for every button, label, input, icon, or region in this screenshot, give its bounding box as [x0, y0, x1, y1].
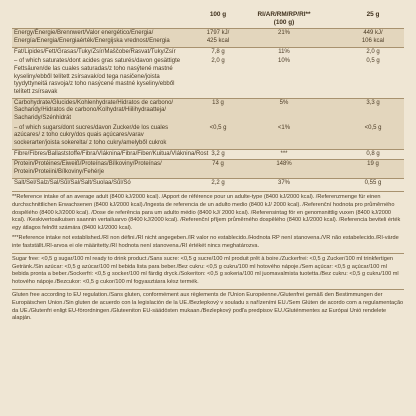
- row-label-sugars: – of which sugars/dont sucres/davon Zucker/de los cuales azúcares/ z toho cukry/dos quais açúcares/varav sockerarter/joista sokerelta/ z toho cukry/amelyből cukrok: [12, 124, 184, 150]
- table-row-sugars: [12, 124, 404, 150]
- table-row-protein: [12, 160, 404, 178]
- row-label-fat: Fat/Lipides/Fett/Grasas/Tuky/Zsír/Maščobe/Rasvat/Tuky/Zsír: [12, 47, 184, 57]
- header-reference-intake: [252, 10, 316, 29]
- footnote-not-established: ***Reference intake not established./RI non défini./RI nicht angegeben./IR valor no establecido./Hodnota RP není stanovena./VR não estabelecido./RI-värde inte fastställt./RI-arvoa ei ole määritetty./RI hodnota není stanovena./RI értékét nincs meghatározva.: [12, 235, 399, 249]
- row-label-salt: Salt/Sel/Salz/Sal/Sůl/Sal/Salt/Suolaa/Sůl/Só: [12, 178, 184, 188]
- energy-per-100g: [184, 29, 252, 47]
- sugars-ri: <1%: [252, 124, 316, 150]
- header-per-25g: 25 g: [366, 11, 380, 18]
- footnote-sugar-free: Sugar free: <0,5 g sugar/100 ml ready to drink product./Sans sucre: <0,5 g sucre/100 ml produit prêt à boire./Zuckerfrei: <0,5 g Zucker/100 ml trinkfertigen Getränk./Sin azúcar: <0,5 g azúcar/100 ml bebida lista para beber./Bez cukru: <0,5 g cukru/100 ml hotového nápoje./Sem açúcar: <0,5 g açúcar/100 ml bebida pronta a beber./Sockerfri: <0,5 g socker/100 ml färdig dryck./Sokeriton: <0,5 g sokeria/100 ml juomavalmista tuotetta./Bez cukru: <0,5 g cukru/100 ml hotového nápoje./Bezcukor: <0,5 g cukor/100 ml fogyasztásra kész termék.: [12, 253, 404, 286]
- footnote-gluten-free: Gluten free according to EU regulation./Sans gluten, conformément aux règlements de l'Union Européenne./Glutenfrei gemäß den Bestimmungen der Europäischen Union./Sin gluten de acuerdo con la legislación de la UE./Bezlepkový v souladu s nařízeními EU./Sem Glúten de acordo com a regulamentação da UE./Glutenfri enligt EU-förordningen./Gluteeniton EU-säädösten mukaan./Bezlepkový podľa predpisov EU./Gluténmentes az Európai Unió rendelete alapján.: [12, 289, 404, 322]
- protein-per-25g: 19 g: [342, 160, 404, 178]
- table-row-salt: [12, 178, 404, 188]
- fat-per-25g: 2,0 g: [342, 47, 404, 57]
- salt-ri: 37%: [252, 178, 316, 188]
- header-blank: [12, 10, 184, 29]
- saturates-ri: 10%: [277, 58, 290, 65]
- table-row-carbohydrate: [12, 98, 404, 124]
- fibre-ri: ***: [252, 149, 316, 160]
- row-label-fibre: Fibre/Fibres/Ballaststoffe/Fibra/Vláknina/Fibra/Fiber/Kuitua/Vláknina/Rost: [12, 149, 184, 160]
- sugars-per-100g: <0,5 g: [184, 124, 252, 150]
- salt-per-100g: 2,2 g: [184, 178, 252, 188]
- fibre-per-100g: 3,2 g: [184, 149, 252, 160]
- header-per-100g: 100 g: [209, 11, 227, 18]
- energy-kj-25g: 449 kJ/: [363, 30, 383, 37]
- carbohydrate-per-25g: 3,3 g: [342, 98, 404, 124]
- row-label-carbohydrate: Carbohydrate/Glucides/Kohlenhydrate/Hidratos de carbono/ Sacharidy/Hidratos de carbono/Kolhydrat/Hiilihydraatteja/ Sacharidy/Szénhidrát: [12, 98, 184, 124]
- footnotes: [12, 191, 404, 322]
- protein-per-100g: 74 g: [184, 160, 252, 178]
- header-gap: [316, 10, 342, 29]
- fat-per-100g: 7,8 g: [184, 47, 252, 57]
- energy-ri: 21%: [252, 29, 316, 47]
- table-row-fibre: [12, 149, 404, 160]
- row-label-protein: Protein/Protéines/Eiweiß/Proteínas/Bílkoviny/Proteínas/ Protein/Proteiini/Bílkoviny/Fehérje: [12, 160, 184, 178]
- row-label-energy: Energy/Énergie/Brennwert/Valor energético/Energia/ Energía/Energia/Energiaérték/Energijska vrednost/Energia: [12, 29, 184, 47]
- carbohydrate-ri: 5%: [252, 98, 316, 124]
- fibre-per-25g: 0,8 g: [342, 149, 404, 160]
- energy-kcal-100g: 425 kcal: [206, 38, 230, 45]
- energy-kcal-25g: 106 kcal: [361, 38, 385, 45]
- fat-ri: 11%: [252, 47, 316, 57]
- header-ri-label: RI/AR/RM/RP/RI**: [257, 11, 311, 18]
- header-ri-sub: (100 g): [273, 19, 295, 27]
- table-row-energy: [12, 29, 404, 47]
- energy-per-25g: [342, 29, 404, 47]
- carbohydrate-per-100g: 13 g: [184, 98, 252, 124]
- protein-ri: 148%: [252, 160, 316, 178]
- saturates-per-25g: 0,5 g: [366, 58, 380, 65]
- salt-per-25g: 0,55 g: [342, 178, 404, 188]
- saturates-per-100g: 2,0 g: [211, 58, 225, 65]
- row-label-saturates: – of which saturates/dont acides gras saturés/davon gesättigte Fettsäuren/de las cuales saturadas/z toho nasýtené mastné kyseliny/ebből telített zsírsavak/od tega nasičene/joista tyydyttyneitä rasvoja/z toho nasýcené mastné kyseliny/ebből telített zsírsavak: [14, 58, 181, 96]
- nutrition-table: [12, 10, 404, 188]
- footnote-reference-intake: **Reference intake of an average adult (8400 kJ/2000 kcal). /Apport de référence pour un adulte-type (8400 kJ/2000 kcal). /Referenzmenge für einen durchschnittlichen Erwachsenen (8400 kJ/2000 kcal)./Ingesta de referencia de un adulto medio (8400 kJ/ 2000 kcal). /Referenční hodnota pro průměrného dospělého (8400 kJ/2000 kcal). /Dose de referência para um adulto médio (8400 kJ/ 2000 kcal). /Referensintag för en genomsnittlig vuxen (8400 kJ/2000 kcal). /Keskivertoaikuisen saannin vertailuarvo (8400 kJ/2000 kcal). /Referenční příjem průměrného dospělého (8400 kJ/2000 kcal). /Referencia beviteli érték egy átlagos felnőtt számára (8400 kJ/2000 kcal).: [12, 194, 401, 231]
- table-row-saturates: [12, 57, 404, 98]
- table-row-fat: [12, 47, 404, 57]
- energy-kj-100g: 1797 kJ/: [206, 30, 230, 37]
- sugars-per-25g: <0,5 g: [342, 124, 404, 150]
- table-header-row: [12, 10, 404, 29]
